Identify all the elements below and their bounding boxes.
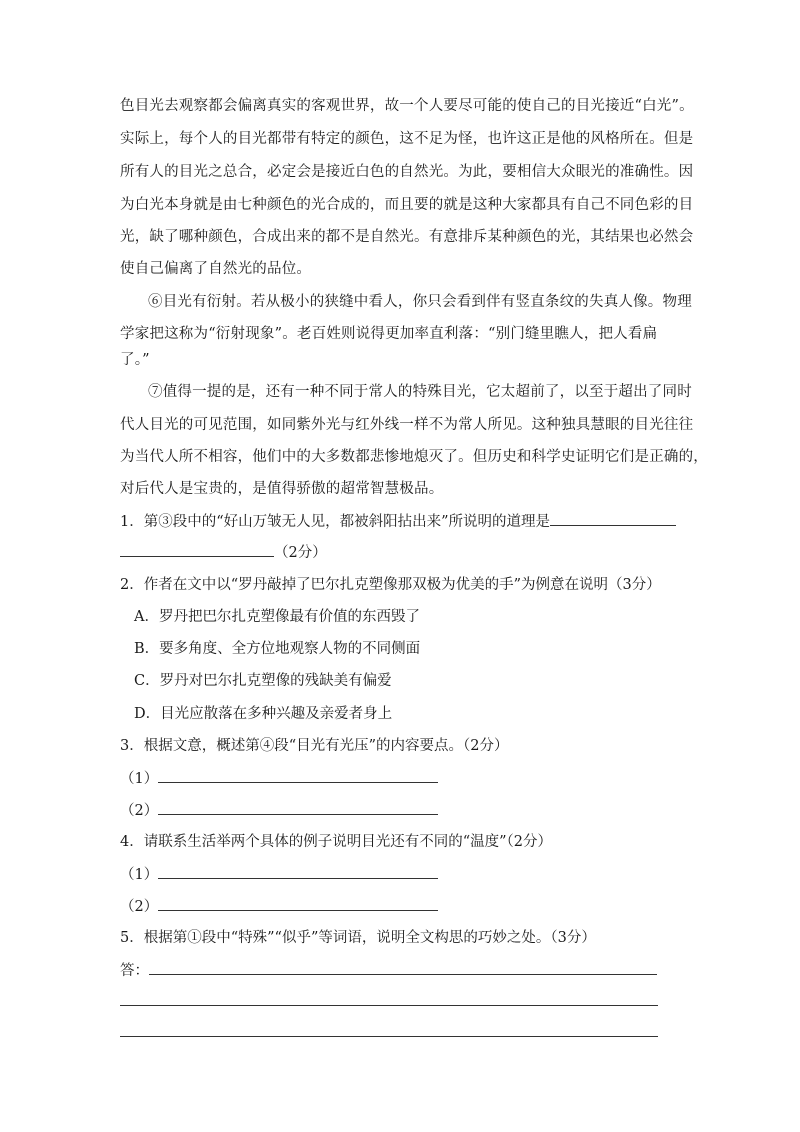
answer-blank[interactable] xyxy=(120,991,658,1006)
question-1-score: （2分） xyxy=(274,545,327,561)
answer-number-label: （1） xyxy=(120,867,159,883)
option-a[interactable]: A．罗丹把巴尔扎克塑像最有价值的东西毁了 xyxy=(134,609,420,625)
answer-blank[interactable] xyxy=(158,864,438,879)
question-1-continued xyxy=(120,542,327,563)
option-d[interactable]: D．目光应散落在多种兴趣及亲爱者身上 xyxy=(134,706,393,722)
question-5-answer-2 xyxy=(120,991,658,1012)
passage-line: 代人目光的可见范围，如同紫外光与红外线一样不为常人所见。这种独具慧眼的目光往往 xyxy=(120,417,694,433)
option-b[interactable]: B．要多角度、全方位地观察人物的不同侧面 xyxy=(134,641,421,657)
passage-line: 学家把这称为“衍射现象”。老百姓则说得更加率直利落：“别门缝里瞧人，把人看扁 xyxy=(120,326,658,342)
passage-line: 实际上，每个人的目光都带有特定的颜色，这不足为怪，也许这正是他的风格所在。但是 xyxy=(120,131,694,147)
answer-blank[interactable] xyxy=(149,960,657,975)
passage-line: 所有人的目光之总合，必定会是接近白色的自然光。为此，要相信大众眼光的准确性。因 xyxy=(120,164,694,180)
question-3-text: 3．根据文意，概述第④段“目光有光压”的内容要点。（2分） xyxy=(120,738,509,754)
passage-line: ⑦值得一提的是，还有一种不同于常人的特殊目光，它太超前了，以至于超出了同时 xyxy=(148,384,692,400)
passage-line: 色目光去观察都会偏离真实的客观世界，故一个人要尽可能的使自己的目光接近“白光”。 xyxy=(120,98,694,114)
question-3-answer-2 xyxy=(120,800,438,821)
question-1-text: 1．第③段中的“好山万皱无人见，都被斜阳拈出来”所说明的道理是 xyxy=(120,514,551,530)
question-5-text: 5．根据第①段中“特殊”“似乎”等词语，说明全文构思的巧妙之处。（3分） xyxy=(120,930,596,946)
question-4-answer-2 xyxy=(120,896,438,917)
answer-number-label: （2） xyxy=(120,803,159,819)
question-4-text: 4．请联系生活举两个具体的例子说明目光还有不同的“温度”（2分） xyxy=(120,834,553,850)
answer-number-label: （1） xyxy=(120,771,159,787)
answer-blank[interactable] xyxy=(550,511,676,526)
question-2-text: 2．作者在文中以“罗丹敲掉了巴尔扎克塑像那双极为优美的手”为例意在说明（3分） xyxy=(120,577,661,593)
question-5-answer-3 xyxy=(120,1022,658,1043)
question-1 xyxy=(120,511,676,532)
question-3-answer-1 xyxy=(120,768,438,789)
passage-line: 使自己偏离了自然光的品位。 xyxy=(120,261,312,277)
passage-line: 对后代人是宝贵的，是值得骄傲的超常智慧极品。 xyxy=(120,481,444,497)
answer-blank[interactable] xyxy=(158,768,438,783)
answer-blank[interactable] xyxy=(158,800,438,815)
passage-line: 为当代人所不相容，他们中的大多数都悲惨地熄灭了。但历史和科学史证明它们是正确的， xyxy=(120,449,708,465)
answer-blank[interactable] xyxy=(158,896,438,911)
passage-line: 了。” xyxy=(120,352,150,368)
passage-line: 为白光本身就是由七种颜色的光合成的，而且要的就是这种大家都具有自己不同色彩的目 xyxy=(120,197,694,213)
answer-number-label: （2） xyxy=(120,899,159,915)
answer-label: 答： xyxy=(120,963,149,979)
question-5-answer-1 xyxy=(120,960,657,981)
answer-blank[interactable] xyxy=(120,1022,658,1037)
passage-line: ⑥目光有衍射。若从极小的狭缝中看人，你只会看到伴有竖直条纹的失真人像。物理 xyxy=(148,294,692,310)
question-4-answer-1 xyxy=(120,864,438,885)
option-c[interactable]: C．罗丹对巴尔扎克塑像的残缺美有偏爱 xyxy=(134,673,392,689)
answer-blank[interactable] xyxy=(120,542,274,557)
passage-line: 光，缺了哪种颜色，合成出来的都不是自然光。有意排斥某种颜色的光，其结果也必然会 xyxy=(120,229,694,245)
